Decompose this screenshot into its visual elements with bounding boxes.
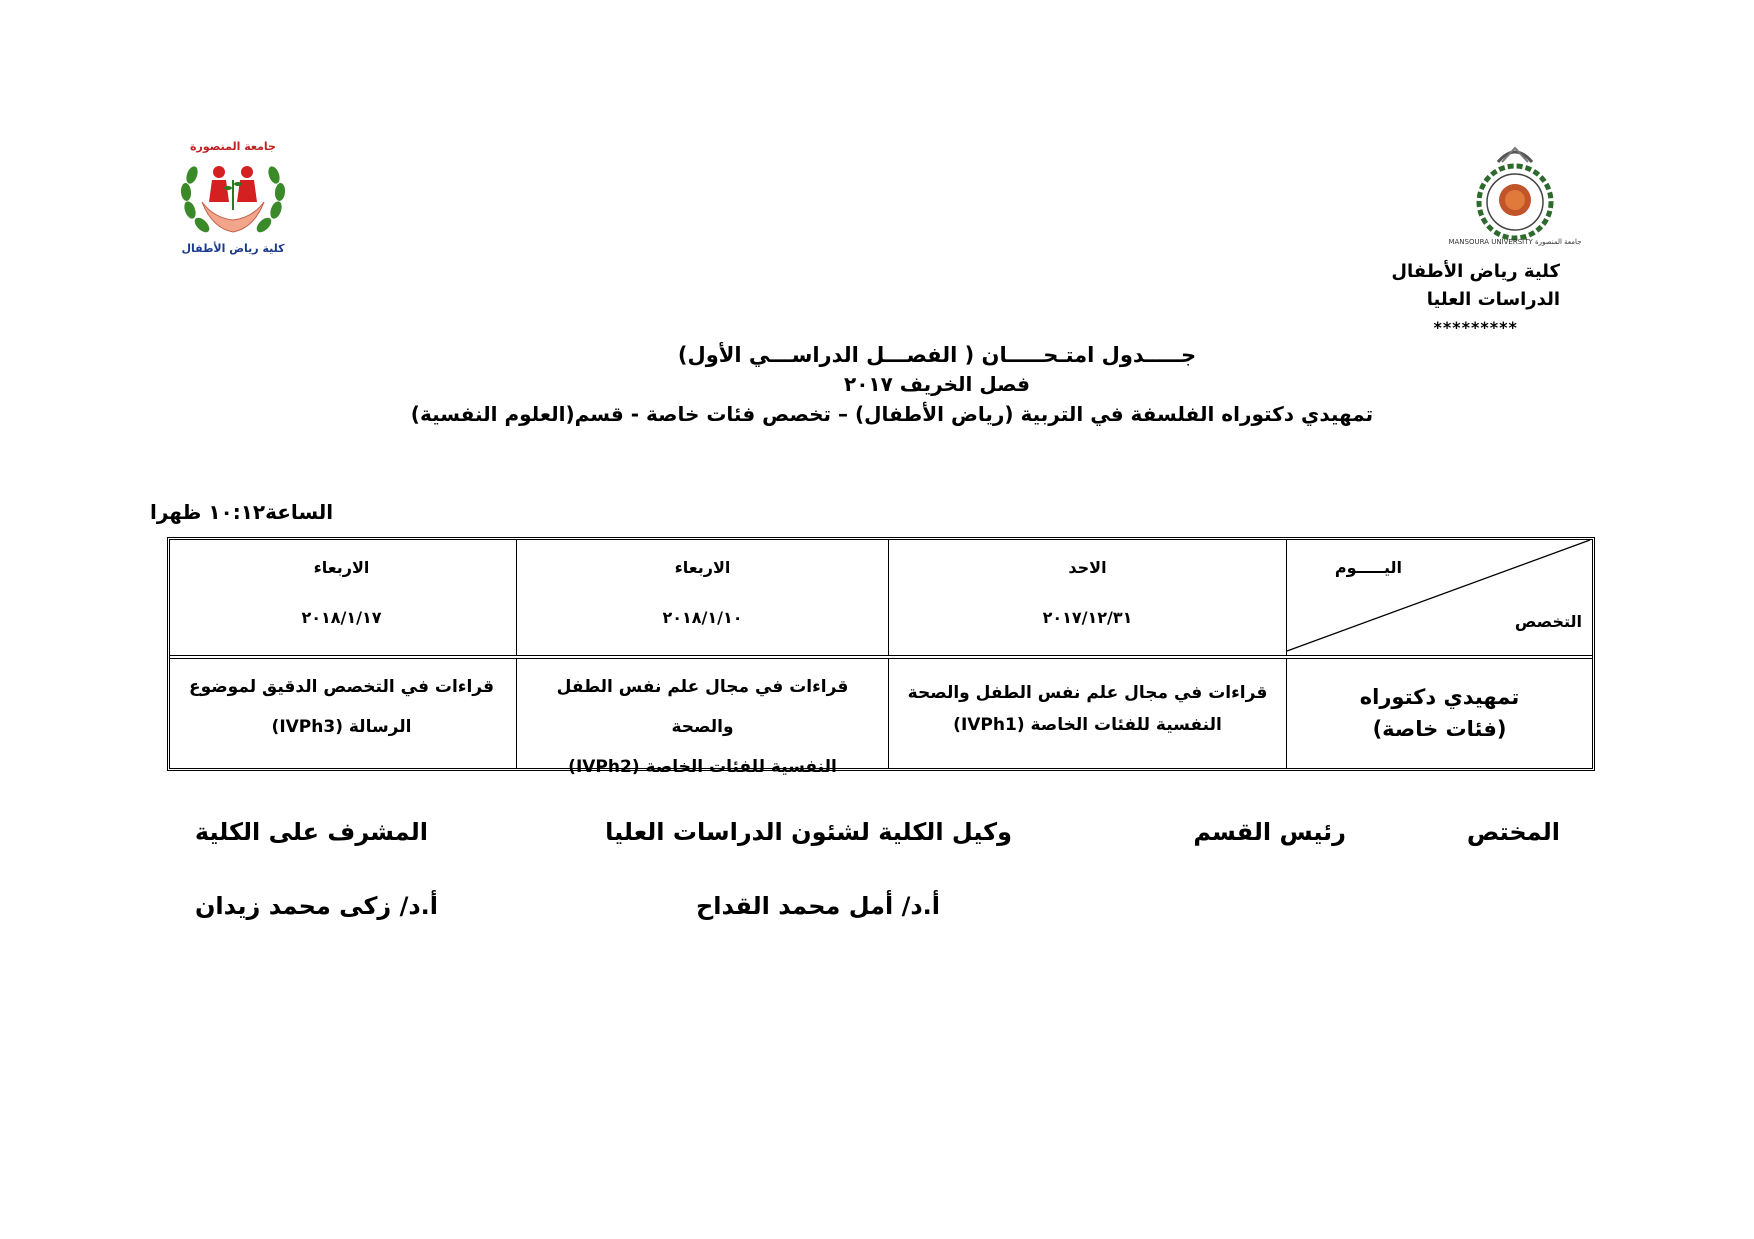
supervisor-name: أ.د/ زكى محمد زيدان [194,892,438,920]
stars-divider: ********* [1433,318,1518,337]
day-name: الاربعاء [674,558,731,577]
day-header-label: اليـــــوم [1334,558,1402,577]
day-name: الاربعاء [313,558,370,577]
specialist-title: المختص [1466,818,1560,846]
table-header-row [170,540,1592,659]
kindergarten-faculty-logo [172,140,294,258]
exam-title-line-1: قراءات في التخصص الدقيق لموضوع [188,677,495,697]
specialization-line-2: (فئات خاصة) [1372,717,1507,741]
college-name: كلية رياض الأطفال [1391,261,1560,282]
supervisor-title: المشرف على الكلية [194,818,428,846]
exam-title-line-2: النفسية للفئات الخاصة (IVPh2) [568,757,837,777]
exam-title-line-2: الرسالة (IVPh3) [271,717,412,737]
day-cell-2 [516,540,888,655]
exam-time: الساعة١٠:١٢ ظهرا [150,500,334,524]
exam-title-line-1: قراءات في مجال علم نفس الطفل والصحة [907,683,1268,703]
specialization-header-label: التخصص [1514,612,1582,631]
title-block [0,340,1754,430]
title-line-1: جـــــدول امتـحـــــان ( الفصـــل الدراســـي الأول) [677,343,1197,367]
vice-dean-title: وكيل الكلية لشئون الدراسات العليا [605,818,1012,846]
logo-right-text: MANSOURA UNIVERSITY جامعة المنصورة [1448,238,1582,246]
logo-left-top-text: جامعة المنصورة [190,140,276,153]
exam-cell-1 [888,659,1286,768]
day-cell-1 [888,540,1286,655]
logo-left-bottom-text: كلية رياض الأطفال [181,242,285,255]
diagonal-line [1287,540,1590,655]
dept-head-title: رئيس القسم [1193,818,1346,846]
specialization-cell [1286,659,1592,768]
specialization-line-1: تمهيدي دكتوراه [1359,685,1520,709]
title-line-2: فصل الخريف ٢٠١٧ [844,372,1030,396]
exam-date: ٢٠١٨/١/١٠ [662,608,743,627]
day-cell-3 [167,540,516,655]
table-body-row [170,659,1592,777]
exam-cell-2 [516,659,888,777]
exam-title-line-1: قراءات في مجال علم نفس الطفل والصحة [556,677,849,737]
exam-schedule-table [167,537,1595,777]
exam-date: ٢٠١٧/١٢/٣١ [1042,608,1133,627]
header-block [1391,258,1560,342]
corner-cell [1286,540,1592,655]
department-name: الدراسات العليا [1426,289,1560,310]
exam-date: ٢٠١٨/١/١٧ [301,608,382,627]
day-name: الاحد [1068,558,1107,577]
vice-dean-name: أ.د/ أمل محمد القداح [695,892,940,920]
title-line-3: تمهيدي دكتوراه الفلسفة في التربية (رياض الأطفال) – تخصص فئات خاصة - قسم(العلوم النفسية) [410,402,1374,426]
exam-title-line-2: النفسية للفئات الخاصة (IVPh1) [953,715,1222,735]
mansoura-university-logo [1448,140,1582,252]
exam-cell-3 [167,659,516,768]
